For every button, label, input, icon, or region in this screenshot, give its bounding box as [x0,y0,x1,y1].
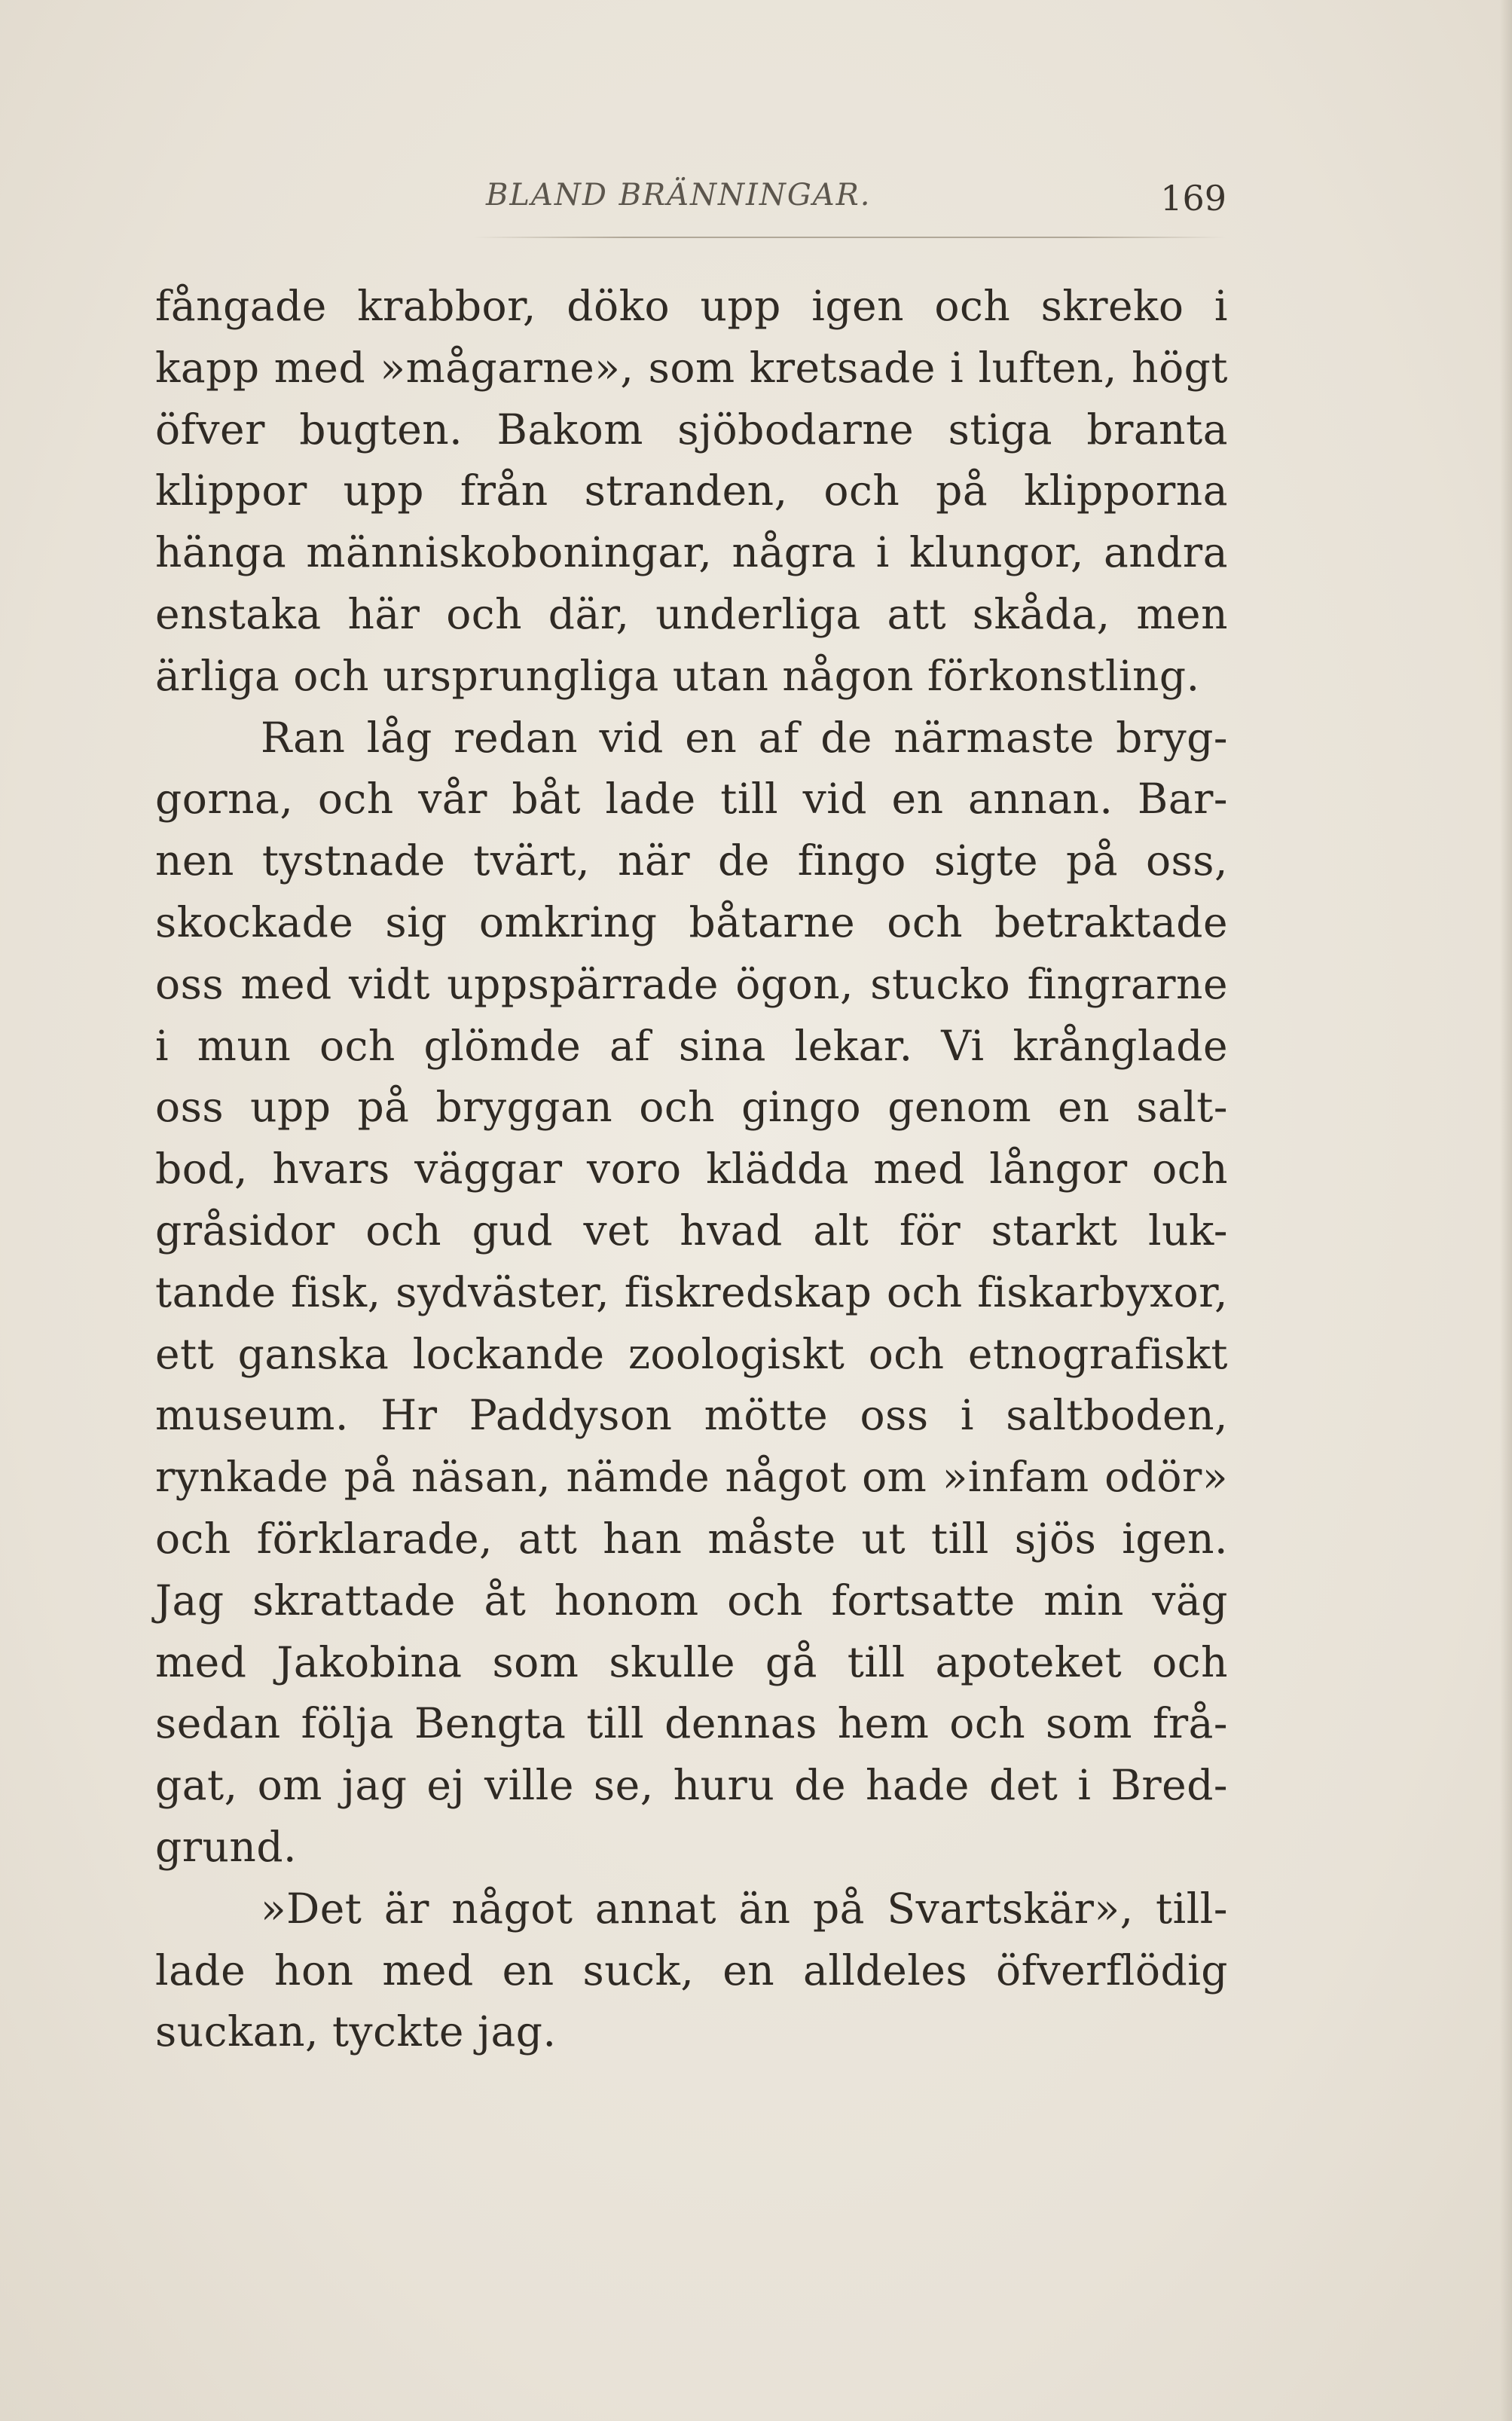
text-line: kapp med »mågarne», som kretsade i luften, högt [155,343,1228,392]
text-line: klippor upp från stranden, och på klipporna [155,466,1228,515]
header-rule [473,237,1226,238]
text-line: suckan, tyckte jag. [155,2007,557,2056]
text-line: sedan följa Bengta till dennas hem och som frå- [155,1699,1228,1748]
text-line: med Jakobina som skulle gå till apoteket och [155,1637,1228,1686]
text-line: gråsidor och gud vet hvad alt för starkt luk- [155,1206,1228,1255]
page-number: 169 [1160,178,1226,219]
text-line: grund. [155,1822,298,1871]
text-line: i mun och glömde af sina lekar. Vi krånglade [155,1021,1228,1070]
text-line: museum. Hr Paddyson mötte oss i saltboden, [155,1391,1228,1440]
text-line: gorna, och vår båt lade till vid en annan. Bar- [155,775,1228,824]
text-line: skockade sig omkring båtarne och betraktade [155,897,1228,946]
text-line: hänga människoboningar, några i klungor, andra [155,528,1228,577]
text-line: oss med vidt uppspärrade ögon, stucko fingrarne [155,959,1228,1008]
text-line: bod, hvars väggar voro klädda med långor och [155,1145,1228,1194]
text-line: ett ganska lockande zoologiskt och etnografiskt [155,1329,1228,1378]
text-line: »Det är något annat än på Svartskär», till- [261,1884,1228,1933]
text-line: tande fisk, sydväster, fiskredskap och fiskarbyxor, [155,1267,1228,1316]
body-text [155,276,1228,2063]
text-line: lade hon med en suck, en alldeles öfverflödig [155,1946,1228,1995]
text-line: enstaka här och där, underliga att skåda, men [155,589,1228,638]
text-line: Jag skrattade åt honom och fortsatte min väg [155,1576,1228,1625]
running-title: BLAND BRÄNNINGAR. [486,178,872,212]
text-line: ärliga och ursprungliga utan någon förkonstling. [155,651,1200,700]
text-line: gat, om jag ej ville se, huru de hade det i Bred- [155,1761,1228,1810]
text-line: rynkade på näsan, nämde något om »infam odör» [155,1453,1228,1502]
running-head [157,178,1226,238]
text-line: fångade krabbor, döko upp igen och skreko i [155,282,1228,330]
page-edge-shadow [1500,0,1512,2421]
text-line: öfver bugten. Bakom sjöbodarne stiga branta [155,405,1228,454]
text-line: oss upp på bryggan och gingo genom en salt- [155,1083,1228,1132]
text-line: Ran låg redan vid en af de närmaste bryg- [261,713,1228,762]
text-line: nen tystnade tvärt, när de fingo sigte på oss, [155,836,1228,885]
text-line: och förklarade, att han måste ut till sjös igen. [155,1514,1228,1563]
